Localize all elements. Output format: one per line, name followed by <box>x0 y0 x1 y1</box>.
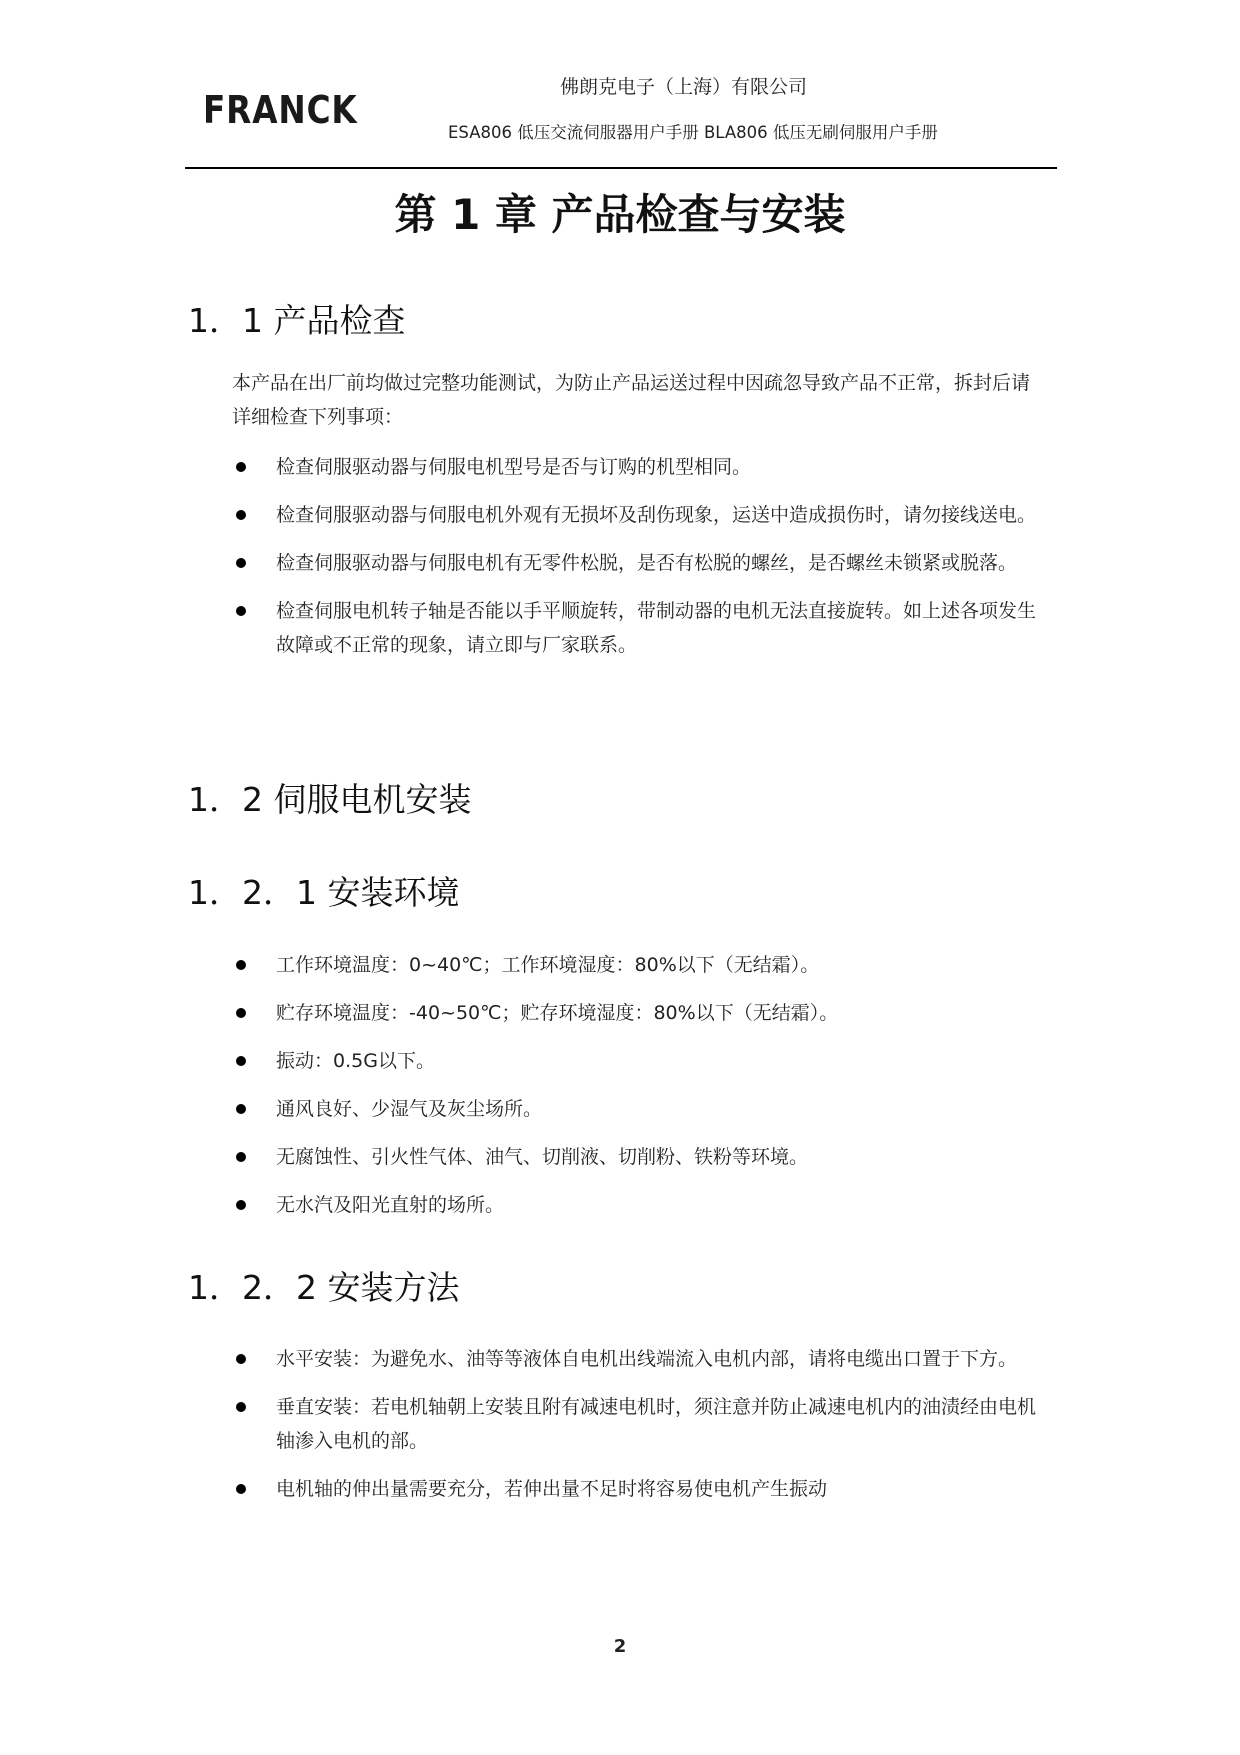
bullet-dot-icon <box>236 1354 246 1364</box>
manual-title: ESA806 低压交流伺服器用户手册 BLA806 低压无刷伺服用户手册 <box>448 123 938 142</box>
list-item-text: 检查伺服驱动器与伺服电机型号是否与订购的机型相同。 <box>276 456 752 478</box>
list-item <box>232 948 1044 982</box>
list-item <box>232 1044 1044 1078</box>
chapter-title: 第 1 章 产品检查与安装 <box>394 190 846 239</box>
list-item <box>232 450 1044 484</box>
section-1-2-2-bullet-list <box>232 1342 1044 1506</box>
page-number: 2 <box>613 1636 627 1657</box>
list-item-text: 检查伺服驱动器与伺服电机外观有无损坏及刮伤现象，运送中造成损伤时，请勿接线送电。 <box>276 504 1037 526</box>
section-1-2-1-bullet-list <box>232 948 1044 1222</box>
list-item <box>232 594 1044 662</box>
bullet-dot-icon <box>236 510 246 520</box>
franck-logo: FRANCK <box>203 88 358 132</box>
bullet-dot-icon <box>236 1104 246 1114</box>
bullet-dot-icon <box>236 1200 246 1210</box>
list-item-text: 通风良好、少湿气及灰尘场所。 <box>276 1098 543 1120</box>
section-heading-1-1: 1．1 产品检查 <box>188 301 406 340</box>
list-item <box>232 498 1044 532</box>
list-item <box>232 546 1044 580</box>
bullet-dot-icon <box>236 960 246 970</box>
bullet-dot-icon <box>236 1008 246 1018</box>
bullet-dot-icon <box>236 462 246 472</box>
list-item <box>232 1092 1044 1126</box>
section-heading-1-2-2: 1．2．2 安装方法 <box>188 1268 460 1307</box>
list-item <box>232 1188 1044 1222</box>
list-item-text: 贮存环境温度：-40~50℃；贮存环境湿度：80%以下（无结霜）。 <box>276 1002 839 1024</box>
list-item <box>232 1140 1044 1174</box>
list-item-text: 检查伺服驱动器与伺服电机有无零件松脱，是否有松脱的螺丝，是否螺丝未锁紧或脱落。 <box>276 552 1018 574</box>
list-item-text: 无腐蚀性、引火性气体、油气、切削液、切削粉、铁粉等环境。 <box>276 1146 809 1168</box>
list-item <box>232 1472 1044 1506</box>
list-item <box>232 1342 1044 1376</box>
list-item-text: 垂直安装：若电机轴朝上安装且附有减速电机时，须注意并防止减速电机内的油渍经由电机轴渗入电机的部。 <box>276 1396 1037 1452</box>
list-item-text: 振动：0.5G以下。 <box>276 1050 435 1072</box>
section-1-1-bullet-list <box>232 450 1044 662</box>
company-name: 佛朗克电子（上海）有限公司 <box>560 76 808 98</box>
list-item <box>232 1390 1044 1458</box>
bullet-dot-icon <box>236 558 246 568</box>
section-heading-1-2: 1．2 伺服电机安装 <box>188 780 472 819</box>
section-heading-1-2-1: 1．2．1 安装环境 <box>188 873 460 912</box>
header-divider <box>185 167 1057 169</box>
list-item-text: 无水汽及阳光直射的场所。 <box>276 1194 505 1216</box>
bullet-dot-icon <box>236 1056 246 1066</box>
bullet-dot-icon <box>236 1402 246 1412</box>
list-item-text: 电机轴的伸出量需要充分，若伸出量不足时将容易使电机产生振动 <box>276 1478 828 1500</box>
bullet-dot-icon <box>236 1484 246 1494</box>
list-item <box>232 996 1044 1030</box>
list-item-text: 水平安装：为避免水、油等等液体自电机出线端流入电机内部，请将电缆出口置于下方。 <box>276 1348 1018 1370</box>
list-item-text: 工作环境温度：0~40℃；工作环境湿度：80%以下（无结霜）。 <box>276 954 820 976</box>
bullet-dot-icon <box>236 606 246 616</box>
list-item-text: 检查伺服电机转子轴是否能以手平顺旋转，带制动器的电机无法直接旋转。如上述各项发生故障或不正常的现象，请立即与厂家联系。 <box>276 600 1037 656</box>
section-1-1-intro: 本产品在出厂前均做过完整功能测试，为防止产品运送过程中因疏忽导致产品不正常，拆封后请详细检查下列事项： <box>232 372 1031 428</box>
bullet-dot-icon <box>236 1152 246 1162</box>
